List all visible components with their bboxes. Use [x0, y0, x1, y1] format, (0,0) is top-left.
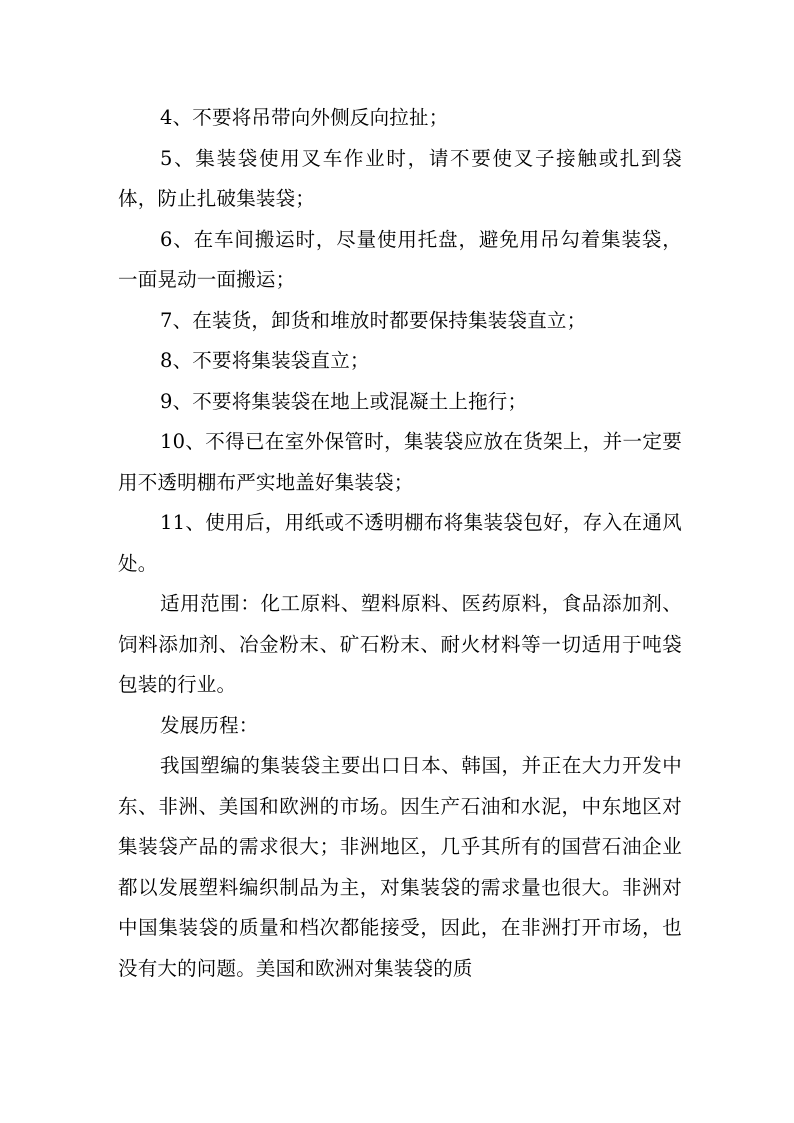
- paragraph-item-5: 5、集装袋使用叉车作业时，请不要使叉子接触或扎到袋体，防止扎破集装袋；: [118, 146, 682, 210]
- development-history-paragraph: 我国塑编的集装袋主要出口日本、韩国，并正在大力开发中东、非洲、美国和欧洲的市场。因生产石油和水泥，中东地区对集装袋产品的需求很大；非洲地区，几乎其所有的国营石油企业都以发展塑料编织制品为主，对集装袋的需求量也很大。非洲对中国集装袋的质量和档次都能接受，因此，在非洲打开市场，也没有大的问题。美国和欧洲对集装袋的质: [118, 754, 682, 980]
- document-body: [118, 98, 682, 989]
- paragraph-item-10: 10、不得已在室外保管时，集装袋应放在货架上，并一定要用不透明棚布严实地盖好集装袋；: [118, 430, 682, 494]
- paragraph-item-6: 6、在车间搬运时，尽量使用托盘，避免用吊勾着集装袋，一面晃动一面搬运；: [118, 227, 682, 291]
- paragraph-item-9: 9、不要将集装袋在地上或混凝土上拖行；: [160, 389, 528, 413]
- paragraph-item-7: 7、在装货，卸货和堆放时都要保持集装袋直立；: [160, 308, 587, 332]
- paragraph-item-4: 4、不要将吊带向外侧反向拉扯；: [160, 106, 449, 129]
- paragraph-item-8: 8、不要将集装袋直立；: [160, 349, 370, 372]
- development-history-heading: 发展历程：: [160, 713, 259, 737]
- paragraph-item-11: 11、使用后，用纸或不透明棚布将集装袋包好，存入在通风处。: [118, 511, 682, 575]
- application-scope-paragraph: 适用范围：化工原料、塑料原料、医药原料，食品添加剂、饲料添加剂、冶金粉末、矿石粉末、耐火材料等一切适用于吨袋包装的行业。: [118, 592, 682, 696]
